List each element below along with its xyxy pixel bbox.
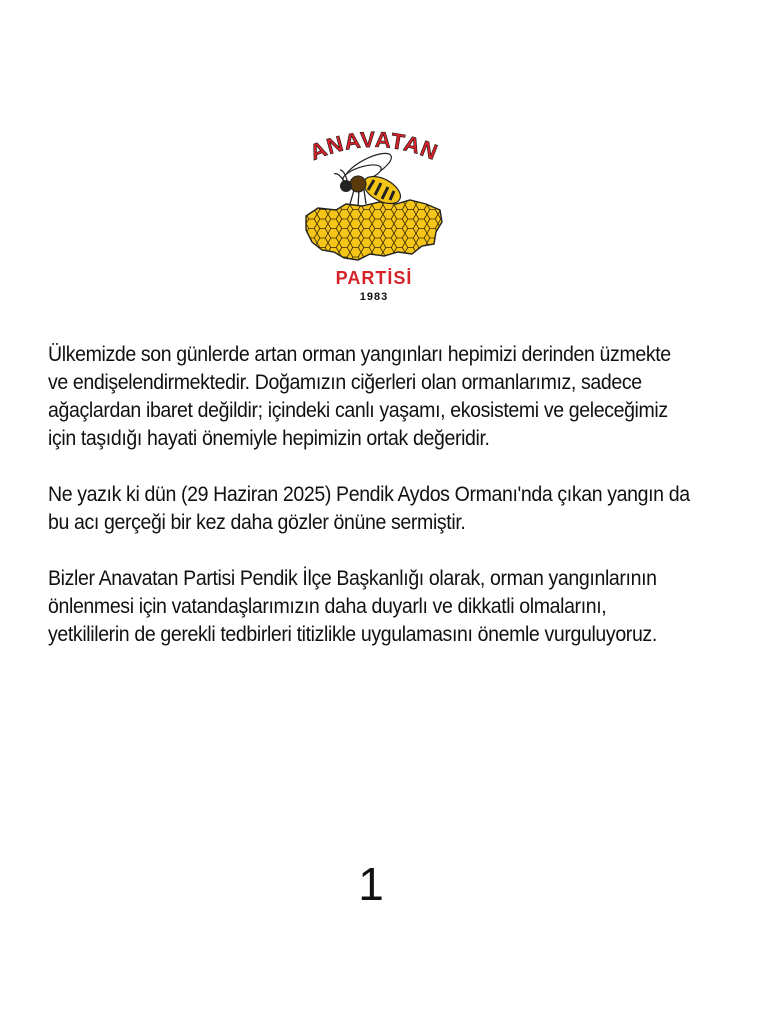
honeycomb-map	[306, 200, 442, 260]
statement-paragraph-3: Bizler Anavatan Partisi Pendik İlçe Başkanlığı olarak, orman yangınlarının önlenmesi için vatandaşlarımızın daha duyarlı ve dikkatli olmalarını, yetkililerin de gerekli tedbirleri titizlikle uygulamasını önemle vurguluyoruz.	[48, 567, 657, 646]
party-logo	[284, 124, 464, 304]
page-number: 1	[358, 858, 384, 910]
logo-arc-text: ANAVATAN	[306, 126, 442, 166]
statement-body	[48, 341, 690, 677]
logo-year-text: 1983	[359, 291, 389, 303]
bee-on-honeycomb-map-icon	[284, 124, 464, 304]
statement-paragraph-1: Ülkemizde son günlerde artan orman yangınları hepimizi derinden üzmekte ve endişelendirmektedir. Doğamızın ciğerleri olan ormanlarımız, sadece ağaçlardan ibaret değildir; içindeki canlı yaşamı, ekosistemi ve geleceğimiz için taşıdığı hayati önemiyle hepimizin ortak değeridir.	[48, 343, 671, 450]
statement-paragraph-2: Ne yazık ki dün (29 Haziran 2025) Pendik Aydos Ormanı'nda çıkan yangın da bu acı gerçeği bir kez daha gözler önüne sermiştir.	[48, 483, 690, 534]
bee-icon	[334, 148, 405, 209]
logo-party-text: PARTİSİ	[335, 268, 413, 288]
